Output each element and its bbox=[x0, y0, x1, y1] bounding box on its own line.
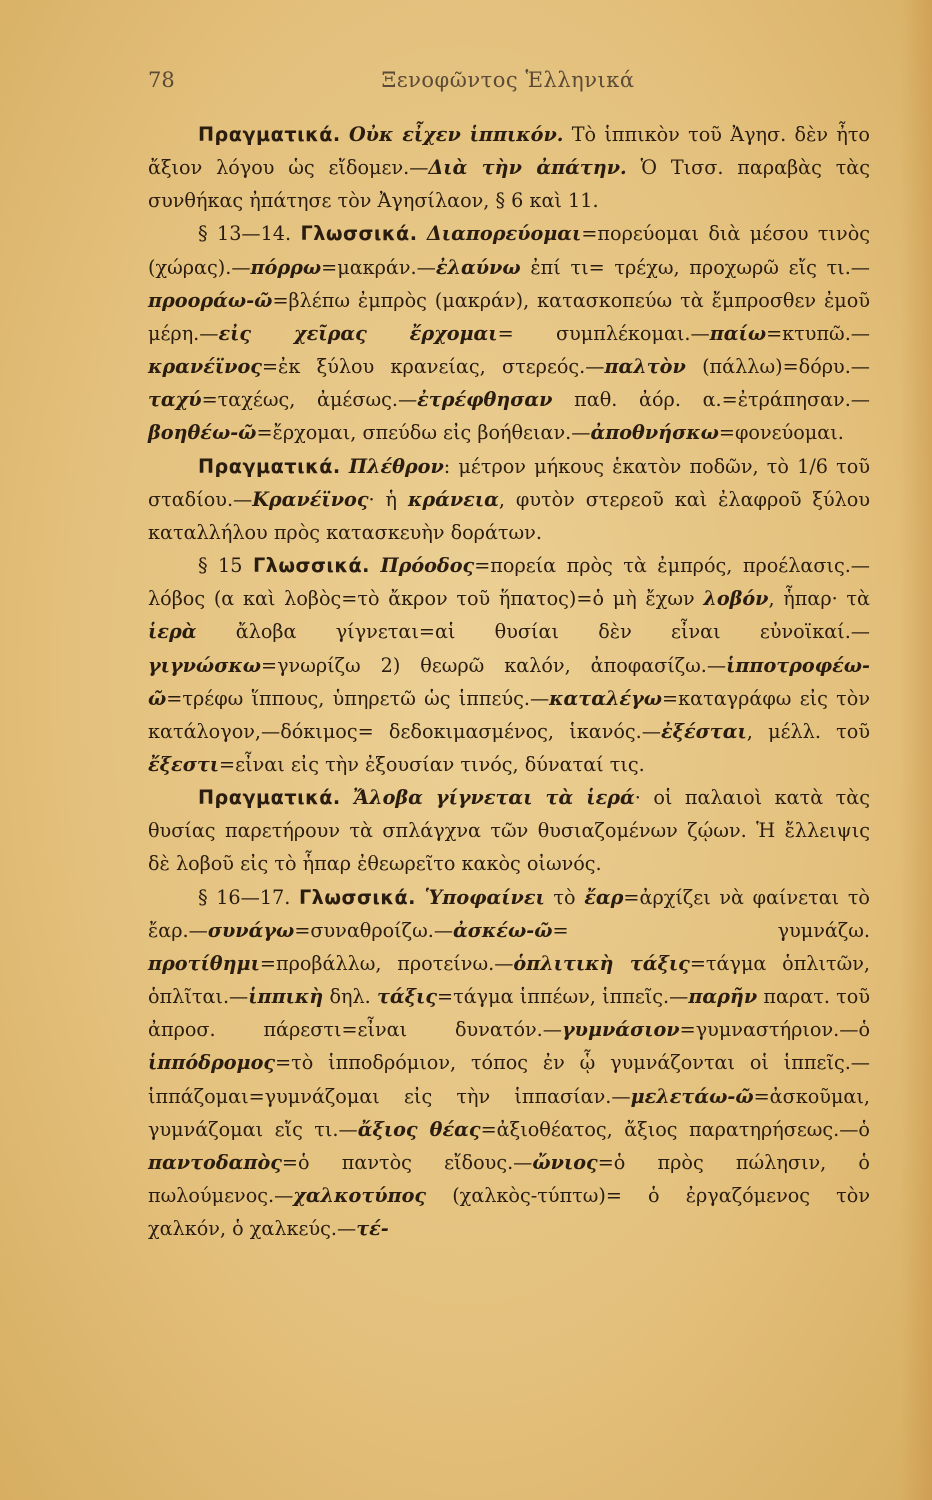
running-title: Ξενοφῶντος Ἑλληνικά bbox=[381, 68, 635, 92]
text-run: = γυμνάζω. bbox=[552, 918, 870, 942]
commentary-body bbox=[148, 118, 870, 1245]
lemma: προτίθημι bbox=[148, 951, 260, 975]
text-run: , φυτὸν στερεοῦ καὶ ἐλαφροῦ ξύλου καταλλήλου πρὸς κατασκευὴν δοράτων. bbox=[148, 487, 871, 544]
text-run: (χαλκὸς-τύπτω)= ὁ ἐργαζόμενος τὸν χαλκόν, ὁ χαλκεύς.— bbox=[148, 1184, 870, 1241]
lemma: καταλέγω bbox=[549, 686, 663, 710]
text-run bbox=[418, 222, 427, 245]
lemma: τέ- bbox=[356, 1217, 389, 1241]
section-label: Γλωσσικά. bbox=[300, 222, 418, 246]
text-run: =ἐκ ξύλου κρανείας, στερεός.— bbox=[261, 355, 605, 379]
text-run: =βλέπω ἐμπρὸς (μακράν), κατασκοπεύω τὰ ἔμπροσθεν ἐμοῦ μέρη.— bbox=[148, 288, 870, 345]
lemma: συνάγω bbox=[207, 918, 295, 942]
text-run: =ἀσκοῦμαι, γυμνάζομαι εἴς τι.— bbox=[148, 1084, 870, 1141]
lemma: Διὰ τὴν ἀπάτην. bbox=[428, 156, 627, 180]
text-run: =κτυπῶ.— bbox=[766, 321, 870, 345]
text-run: ἐπί τι= τρέχω, προχωρῶ εἴς τι.— bbox=[520, 255, 870, 279]
text-run bbox=[341, 786, 353, 809]
section-label: Γλωσσικά. bbox=[252, 554, 370, 578]
lemma: ἔξεστι bbox=[148, 752, 220, 776]
lemma: κρανέϊνος bbox=[148, 355, 262, 379]
text-run: =ταχέως, ἀμέσως.— bbox=[201, 388, 418, 412]
section-label: Πραγματικά. bbox=[198, 454, 341, 478]
page-number: 78 bbox=[148, 68, 175, 92]
lemma: ἱερὰ bbox=[148, 620, 197, 644]
text-run: =ὁ παντὸς εἴδους.— bbox=[281, 1150, 533, 1174]
lemma: παρῆν bbox=[688, 985, 758, 1009]
text-run: , ἧπαρ· τὰ bbox=[768, 587, 871, 611]
text-run: =πορεία πρὸς τὰ ἐμπρός, προέλασις.—λόβος (α καὶ λοβὸς=τὸ ἄκρον τοῦ ἥπατος)=ὁ μὴ ἔχων bbox=[148, 554, 870, 611]
lemma: Οὐκ εἶχεν ἱππικόν. bbox=[348, 123, 564, 146]
text-run: · ἡ bbox=[368, 487, 408, 511]
text-run bbox=[341, 455, 349, 478]
section-label: Γλωσσικά. bbox=[298, 885, 416, 909]
text-run: =ἔρχομαι, σπεύδω εἰς βοήθειαν.— bbox=[256, 421, 591, 445]
lemma: Ὑποφαίνει bbox=[424, 885, 545, 909]
lemma: Κρανέϊνος bbox=[252, 487, 369, 511]
lemma: προοράω-ῶ bbox=[148, 288, 273, 312]
text-run: =προβάλλω, προτείνω.— bbox=[259, 951, 514, 975]
lemma: Πρόοδος bbox=[380, 554, 475, 578]
paragraph bbox=[148, 881, 870, 1246]
text-run: = συμπλέκομαι.— bbox=[497, 321, 710, 345]
text-run: · οἱ παλαιοὶ κατὰ τὰς θυσίας παρετήρουν τὰ σπλάγχνα τῶν θυσιαζομένων ζῴων. Ἡ ἔλλειψις δὲ λοβοῦ εἰς τὸ ἧπαρ ἐθεωρεῖτο κακὸς οἰωνός. bbox=[148, 786, 870, 876]
text-run: =γνωρίζω 2) θεωρῶ καλόν, ἀποφασίζω.— bbox=[261, 653, 727, 677]
lemma: γυμνάσιον bbox=[561, 1018, 680, 1042]
text-run: =τὸ ἱπποδρόμιον, τόπος ἐν ᾧ γυμνάζονται οἱ ἱππεῖς.—ἱππάζομαι=γυμνάζομαι εἰς τὴν ἱππασίαν.— bbox=[148, 1051, 870, 1108]
text-run: =ὁ πρὸς πώλησιν, ὁ πωλούμενος.— bbox=[148, 1150, 870, 1207]
lemma: Ἄλοβα γίγνεται τὰ ἱερά bbox=[353, 786, 635, 810]
lemma: ἀποθνήσκω bbox=[590, 421, 719, 445]
text-run: =τάγμα ὁπλιτῶν, ὁπλῖται.— bbox=[148, 951, 871, 1009]
text-run: =γυμναστήριον.—ὁ bbox=[679, 1018, 870, 1042]
page-edge-shadow bbox=[900, 0, 932, 1500]
lemma: βοηθέω-ῶ bbox=[148, 421, 257, 445]
text-run: =συναθροίζω.— bbox=[294, 918, 454, 942]
lemma: παντοδαπὸς bbox=[148, 1150, 282, 1174]
paragraph bbox=[148, 549, 870, 781]
lemma: ἐξέσται bbox=[660, 719, 747, 743]
text-run: (πάλλω)=δόρυ.— bbox=[685, 355, 870, 379]
lemma: πόρρω bbox=[250, 255, 322, 279]
lemma: Πλέθρον bbox=[348, 454, 444, 478]
text-run: § 16—17. bbox=[198, 885, 299, 909]
lemma: ὤνιος bbox=[532, 1150, 598, 1174]
text-run: =καταγράφω εἰς τὸν κατάλογον,—δόκιμος= δεδοκιμασμένος, ἱκανός.— bbox=[148, 686, 870, 743]
lemma: χαλκοτύπος bbox=[293, 1184, 427, 1207]
lemma: γιγνώσκω bbox=[148, 653, 261, 677]
lemma: ἔαρ bbox=[584, 885, 624, 909]
text-run: =εἶναι εἰς τὴν ἐξουσίαν τινός, δύναταί τις. bbox=[219, 752, 645, 776]
lemma: ἐτρέφθησαν bbox=[417, 388, 553, 412]
text-run bbox=[341, 123, 349, 146]
text-run: =ἀξιοθέατος, ἄξιος παρατηρήσεως.—ὁ bbox=[480, 1117, 870, 1141]
text-run: =τρέφω ἵππους, ὑπηρετῶ ὡς ἱππεύς.— bbox=[166, 686, 550, 710]
lemma: ἄξιος θέας bbox=[357, 1117, 481, 1141]
text-run: παθ. ἀόρ. α.=ἐτράπησαν.— bbox=[552, 388, 870, 412]
lemma: ἀσκέω-ῶ bbox=[453, 918, 553, 942]
lemma: κράνεια bbox=[407, 487, 499, 511]
paragraph bbox=[148, 118, 870, 217]
lemma: ἐλαύνω bbox=[435, 255, 521, 279]
lemma: ἱππόδρομος bbox=[148, 1051, 276, 1075]
text-run: δηλ. bbox=[323, 985, 377, 1009]
paragraph bbox=[148, 781, 870, 880]
lemma: παίω bbox=[709, 321, 767, 345]
text-run: τὸ bbox=[544, 885, 585, 909]
lemma: παλτὸν bbox=[604, 355, 686, 379]
text-run: =μακράν.— bbox=[321, 255, 436, 279]
lemma: τάξις bbox=[377, 985, 438, 1009]
page-header bbox=[148, 68, 868, 98]
text-run: ἄλοβα γίγνεται=αἱ θυσίαι δὲν εἶναι εὐνοϊκαί.— bbox=[196, 620, 870, 644]
lemma: εἰς χεῖρας ἔρχομαι bbox=[218, 321, 498, 345]
lemma: ἱππικὴ bbox=[248, 985, 324, 1009]
text-run: =πορεύομαι διὰ μέσου τινὸς (χώρας).— bbox=[148, 222, 870, 279]
text-run bbox=[370, 554, 380, 577]
text-run: Ὁ Τισσ. παραβὰς τὰς συνθήκας ἠπάτησε τὸν Ἀγησίλαον, § 6 καὶ 11. bbox=[148, 156, 871, 213]
lemma: ἱπποτροφέω-ῶ bbox=[148, 653, 870, 710]
section-label: Πραγματικά. bbox=[198, 786, 341, 810]
section-label: Πραγματικά. bbox=[198, 123, 341, 146]
text-run: παρατ. τοῦ ἀπροσ. πάρεστι=εἶναι δυνατόν.— bbox=[148, 985, 870, 1042]
text-run bbox=[416, 886, 425, 909]
text-run: , μέλλ. τοῦ bbox=[746, 719, 870, 743]
text-run: § 15 bbox=[198, 554, 253, 578]
lemma: Διαπορεύομαι bbox=[426, 222, 582, 246]
lemma: ταχύ bbox=[148, 388, 202, 412]
text-run: =ἀρχίζει νὰ φαίνεται τὸ ἔαρ.— bbox=[148, 885, 870, 942]
text-run: Τὸ ἱππικὸν τοῦ Ἀγησ. δὲν ἦτο ἄξιον λόγου ὡς εἴδομεν.— bbox=[148, 123, 870, 180]
paragraph bbox=[148, 450, 870, 549]
text-run: =φονεύομαι. bbox=[718, 421, 844, 445]
text-run: : μέτρον μήκους ἑκατὸν ποδῶν, τὸ 1/6 τοῦ σταδίου.— bbox=[148, 454, 870, 511]
lemma: λοβόν bbox=[703, 587, 769, 611]
text-run: § 13—14. bbox=[198, 222, 301, 246]
paragraph bbox=[148, 217, 870, 449]
lemma: ὁπλιτικὴ τάξις bbox=[513, 951, 690, 975]
text-run: =τάγμα ἱππέων, ἱππεῖς.— bbox=[437, 985, 689, 1009]
lemma: μελετάω-ῶ bbox=[630, 1084, 754, 1108]
